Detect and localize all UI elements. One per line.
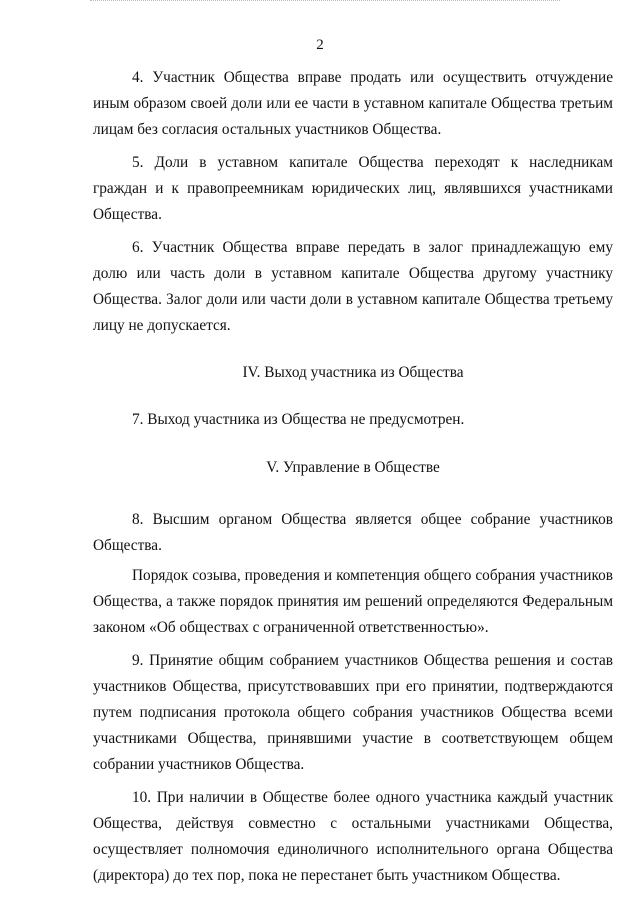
paragraph-7: 7. Выход участника из Общества не предусмотрен. — [132, 411, 465, 428]
paragraph-4: 4. Участник Общества вправе продать или осуществить отчуждение иным образом своей доли или ее части в уставном капитале Общества третьим лицам без согласия остальных участников Общества. — [93, 69, 613, 138]
paragraph-5: 5. Доли в уставном капитале Общества переходят к наследникам граждан и к правопреемникам юридических лиц, являвшихся участниками Общества. — [93, 154, 613, 223]
paragraph-9: 9. Принятие общим собранием участников Общества решения и состав участников Общества, присутствовавших при его принятии, подтверждаются путем подписания протокола общего собрания участников Общества всеми участниками Общества, принявшими участие в соответствующем общем собрании участников Общества. — [93, 652, 613, 773]
scan-top-edge — [90, 0, 560, 3]
section-v-heading: V. Управление в Обществе — [266, 459, 440, 476]
section-iv-heading: IV. Выход участника из Общества — [242, 364, 464, 381]
paragraph-8-continuation: Порядок созыва, проведения и компетенция общего собрания участников Общества, а также порядок принятия им решений определяются Федеральным законом «Об обществах с ограниченной ответственностью». — [93, 567, 613, 636]
document-body — [93, 65, 613, 896]
page-number: 2 — [316, 37, 324, 53]
paragraph-8: 8. Высшим органом Общества является общее собрание участников Общества. — [93, 511, 613, 554]
paragraph-6: 6. Участник Общества вправе передать в залог принадлежащую ему долю или часть доли в уставном капитале Общества другому участнику Общества. Залог доли или части доли в уставном капитале Общества третьему лицу не допускается. — [93, 239, 613, 334]
paragraph-10: 10. При наличии в Обществе более одного участника каждый участник Общества, действуя совместно с остальными участниками Общества, осуществляет полномочия единоличного исполнительного органа Общества (директора) до тех пор, пока не перестанет быть участником Общества. — [93, 789, 613, 884]
